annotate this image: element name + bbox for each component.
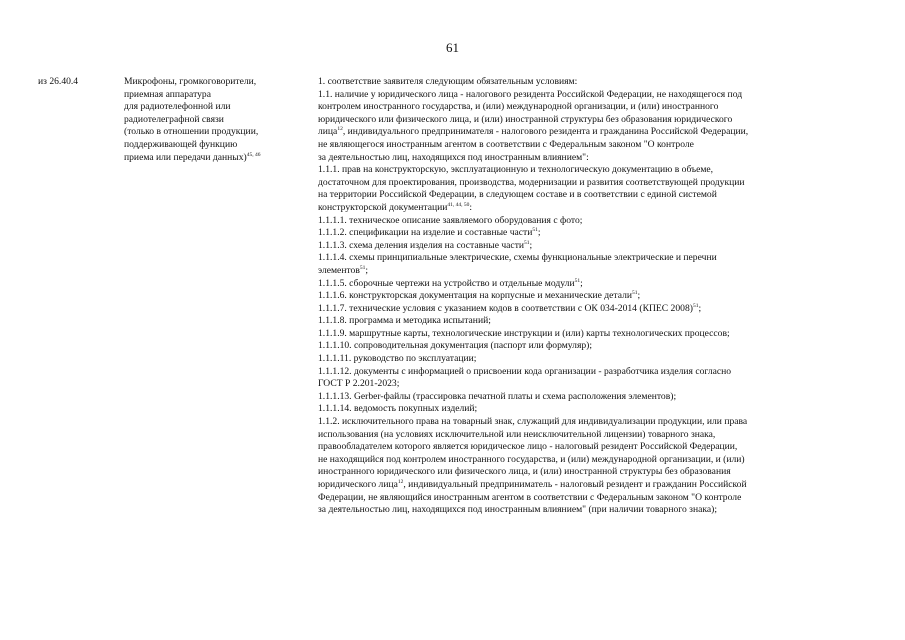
requirement-text: Федерации, не являющийся иностранным агентом в соответствии с Федеральным законом "О контроле xyxy=(318,491,742,503)
requirement-text: 1.1.1.5. сборочные чертежи на устройство и отдельные модули xyxy=(318,277,575,289)
requirement-text: не находящийся под контролем иностранного государства, и (или) международной организации, и (или) xyxy=(318,453,745,465)
requirement-text: ; xyxy=(365,264,369,276)
requirement-line xyxy=(318,416,864,429)
requirement-line xyxy=(318,366,864,379)
footnote-ref: 51 xyxy=(632,290,638,297)
requirement-line xyxy=(318,441,864,454)
requirement-line xyxy=(318,265,864,278)
requirement-line xyxy=(318,139,864,152)
product-name xyxy=(124,76,304,164)
requirement-text: юридического лица xyxy=(318,479,398,490)
requirement-line xyxy=(318,378,864,391)
footnote-ref: 12 xyxy=(397,479,404,485)
requirement-line xyxy=(318,315,864,328)
requirement-line xyxy=(318,290,864,303)
requirement-text: контролем иностранного государства, и (или) международной организации, и (или) иностранного xyxy=(318,101,719,113)
requirement-text: 1.1.1.10. сопроводительная документация (паспорт или формуляр); xyxy=(318,340,593,352)
footnote-ref: 51 xyxy=(574,277,581,284)
requirement-text: использования (на условиях исключительной или неисключительной лицензии) товарного знака, xyxy=(318,428,716,440)
product-name-line: для радиотелефонной или xyxy=(124,101,231,113)
requirement-line xyxy=(318,101,864,114)
requirement-text: за деятельностью лиц, находящихся под иностранным влиянием": xyxy=(318,151,589,163)
requirement-line xyxy=(318,403,864,416)
requirement-line xyxy=(318,240,864,253)
requirement-text: 1.1.1.2. спецификации на изделие и составные части xyxy=(318,227,533,239)
product-code: из 26.40.4 xyxy=(38,76,79,87)
requirement-text: 1.1.1.8. программа и методика испытаний; xyxy=(318,315,491,327)
requirement-text: конструкторской документации xyxy=(318,201,448,213)
requirement-text: достаточном для проектирования, производства, модернизации и развития соответствующей продукции xyxy=(318,176,745,188)
requirement-line xyxy=(318,76,864,89)
product-name-text: приема или передачи данных) xyxy=(124,151,247,163)
requirements-text xyxy=(318,76,864,517)
requirement-line xyxy=(318,278,864,291)
requirement-text: 1.1.1.12. документы с информацией о присвоении кода организации - разработчика изделия согласно xyxy=(318,365,732,377)
requirement-text: ; xyxy=(580,277,583,289)
product-name-line: приемная аппаратура xyxy=(124,88,211,100)
requirement-text: ; xyxy=(637,290,641,302)
requirement-text: 1.1.1.14. ведомость покупных изделий; xyxy=(318,403,478,415)
product-name-line xyxy=(124,152,304,165)
footnote-ref: 41, 44, 50 xyxy=(447,201,470,208)
requirement-text: 1.1.1.6. конструкторская документация на корпусные и механические детали xyxy=(318,290,633,302)
requirement-line xyxy=(318,492,864,505)
requirement-line xyxy=(318,227,864,240)
requirement-line xyxy=(318,152,864,165)
requirement-text: 1. соответствие заявителя следующим обязательным условиям: xyxy=(318,76,578,87)
page-number: 61 xyxy=(446,40,459,55)
requirement-text: 1.1.1. прав на конструкторскую, эксплуатационную и технологическую документацию в объеме, xyxy=(318,164,714,176)
requirement-line xyxy=(318,391,864,404)
requirement-line xyxy=(318,303,864,316)
requirement-line xyxy=(318,89,864,102)
requirement-text: 1.1.2. исключительного права на товарный знак, служащий для индивидуализации продукции, или права xyxy=(318,416,748,428)
requirement-text: юридического или физического лица, и (или) иностранной структуры без образования юридического xyxy=(318,113,733,125)
product-name-line: (только в отношении продукции, xyxy=(124,126,259,138)
requirement-line xyxy=(318,189,864,202)
requirement-line xyxy=(318,479,864,492)
requirement-text: иностранного юридического или физического лица, и (или) иностранной структуры без образования xyxy=(318,466,731,478)
footnote-ref: 51 xyxy=(532,227,538,234)
requirement-text: , индивидуальный предприниматель - налоговый резидент и гражданин Российской xyxy=(403,479,747,490)
footnote-ref: 12 xyxy=(337,126,343,133)
footnote-ref: 45, 46 xyxy=(246,151,261,158)
requirement-text: 1.1.1.9. маршрутные карты, технологические инструкции и (или) карты технологических процессов; xyxy=(318,327,730,339)
requirement-line xyxy=(318,114,864,127)
requirement-text: лица xyxy=(318,126,338,138)
requirement-text: ; xyxy=(529,239,533,251)
product-name-line: поддерживающей функцию xyxy=(124,138,238,150)
requirement-line xyxy=(318,353,864,366)
product-name-line: радиотелеграфной связи xyxy=(124,113,224,125)
requirement-text: 1.1.1.1. техническое описание заявляемого оборудования с фото; xyxy=(318,214,583,226)
footnote-ref: 51 xyxy=(359,264,366,271)
requirement-text: ; xyxy=(537,227,541,239)
requirement-line xyxy=(318,215,864,228)
requirement-text: 1.1.1.13. Gerber-файлы (трассировка печатной платы и схема расположения элементов); xyxy=(318,390,677,402)
requirement-line xyxy=(318,504,864,517)
footnote-ref: 51 xyxy=(692,302,699,309)
requirement-line xyxy=(318,202,864,215)
requirement-text: ; xyxy=(698,302,702,314)
requirement-text: элементов xyxy=(318,264,360,276)
requirement-text: , индивидуального предпринимателя - налогового резидента и гражданина Российской Федерации, xyxy=(342,126,749,138)
requirement-line xyxy=(318,328,864,341)
requirement-text: 1.1. наличие у юридического лица - налогового резидента Российской Федерации, не находящегося под xyxy=(318,88,743,100)
requirement-line xyxy=(318,466,864,479)
requirement-text: за деятельностью лиц, находящихся под иностранным влиянием" (при наличии товарного знака); xyxy=(318,504,717,516)
footnote-ref: 51 xyxy=(524,239,530,246)
requirement-text: на территории Российской Федерации, в следующем составе и в соответствии с единой системой xyxy=(318,189,717,201)
requirement-text: 1.1.1.7. технические условия с указанием кодов в соответствии с ОК 034-2014 (КПЕС 2008) xyxy=(318,302,693,314)
requirement-text: 1.1.1.4. схемы принципиальные электрические, схемы функциональные электрические и перечни xyxy=(318,252,717,264)
requirement-text: : xyxy=(469,201,473,213)
requirement-line xyxy=(318,177,864,190)
requirement-line xyxy=(318,429,864,442)
requirement-text: 1.1.1.3. схема деления изделия на составные части xyxy=(318,239,525,251)
requirement-text: не являющегося иностранным агентом в соответствии с Федеральным законом "О контроле xyxy=(318,138,694,150)
requirement-line xyxy=(318,164,864,177)
requirement-line xyxy=(318,252,864,265)
requirement-text: правообладателем которого является юридическое лицо - налоговый резидент Российской Федерации, xyxy=(318,441,738,453)
requirement-line xyxy=(318,340,864,353)
requirement-line xyxy=(318,126,864,139)
requirement-line xyxy=(318,454,864,467)
requirement-text: 1.1.1.11. руководство по эксплуатации; xyxy=(318,353,477,365)
product-name-line: Микрофоны, громкоговорители, xyxy=(124,76,257,87)
requirement-text: ГОСТ Р 2.201-2023; xyxy=(318,378,400,390)
